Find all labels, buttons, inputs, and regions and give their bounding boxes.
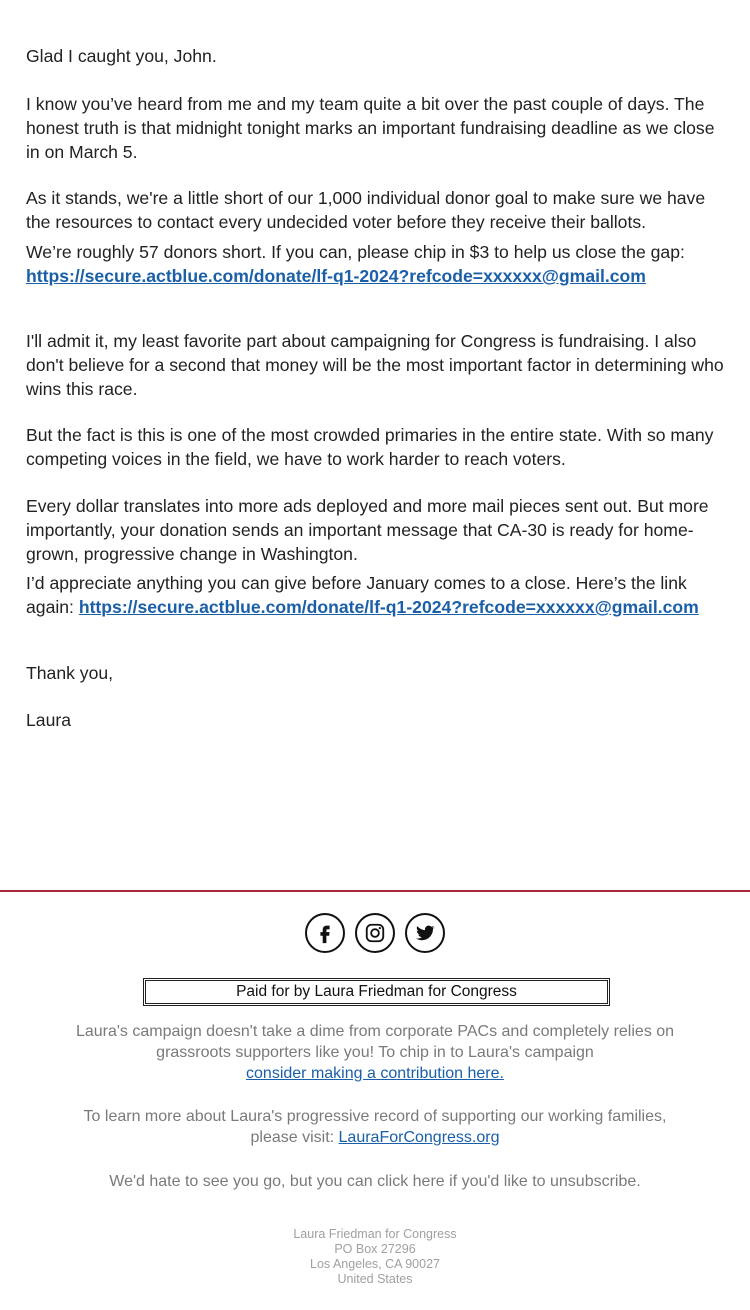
unsubscribe-link[interactable]: We'd hate to see you go, but you can click here if you'd like to unsubscribe. — [109, 1173, 641, 1190]
mailing-address — [0, 1227, 750, 1287]
social-links — [0, 913, 750, 953]
twitter-icon[interactable] — [405, 913, 445, 953]
paragraph-donor-goal: As it stands, we're a little short of our 1,000 individual donor goal to make sure we have the resources to contact every undecided voter before they receive their ballots. — [26, 187, 706, 232]
paragraph-link-again — [26, 571, 726, 619]
address-city: Los Angeles, CA 90027 — [310, 1257, 440, 1271]
address-org: Laura Friedman for Congress — [293, 1227, 457, 1241]
record-text: To learn more about Laura's progressive record of supporting our working families, please visit: — [83, 1108, 667, 1146]
website-link[interactable]: LauraForCongress.org — [338, 1129, 500, 1146]
paragraph-fundraising: I'll admit it, my least favorite part about campaigning for Congress is fundraising. I also don't believe for a second that money will be the most important factor in determining who wins this race. — [26, 330, 724, 399]
closing: Thank you, — [26, 662, 114, 683]
donate-link-1[interactable]: https://secure.actblue.com/donate/lf-q1-2024?refcode=xxxxxx@gmail.com — [26, 266, 646, 286]
paid-for-disclaimer: Paid for by Laura Friedman for Congress — [143, 978, 610, 1006]
donate-link-2[interactable]: https://secure.actblue.com/donate/lf-q1-2024?refcode=xxxxxx@gmail.com — [78, 597, 699, 617]
address-po-box: PO Box 27296 — [334, 1242, 416, 1256]
paragraph-crowded-primary: But the fact is this is one of the most crowded primaries in the entire state. With so many competing voices in the field, we have to work harder to reach voters. — [26, 424, 714, 469]
facebook-icon[interactable] — [305, 913, 345, 953]
paragraph-every-dollar: Every dollar translates into more ads deployed and more mail pieces sent out. But more importantly, your donation sends an important message that CA-30 is ready for home-grown, progressive change in Washington. — [26, 495, 709, 564]
chip-in-text: We’re roughly 57 donors short. If you can, please chip in $3 to help us close the gap: — [26, 242, 685, 262]
signature: Laura — [26, 709, 71, 730]
instagram-icon[interactable] — [355, 913, 395, 953]
contribution-link[interactable]: consider making a contribution here. — [246, 1065, 504, 1082]
link-again-text: I’d appreciate anything you can give before January comes to a close. Here’s the link again: — [26, 573, 687, 617]
greeting: Glad I caught you, John. — [26, 45, 217, 66]
record-notice — [75, 1106, 675, 1148]
address-country: United States — [337, 1272, 413, 1286]
paragraph-deadline: I know you’ve heard from me and my team quite a bit over the past couple of days. The honest truth is that midnight tonight marks an important fundraising deadline as we close in on March 5. — [26, 93, 715, 162]
footer-divider — [0, 890, 750, 892]
paragraph-chip-in — [26, 240, 726, 288]
pac-text: Laura's campaign doesn't take a dime from corporate PACs and completely relies on grassroots supporters like you! To chip in to Laura's campaign — [75, 1023, 675, 1061]
pac-notice — [75, 1021, 675, 1084]
